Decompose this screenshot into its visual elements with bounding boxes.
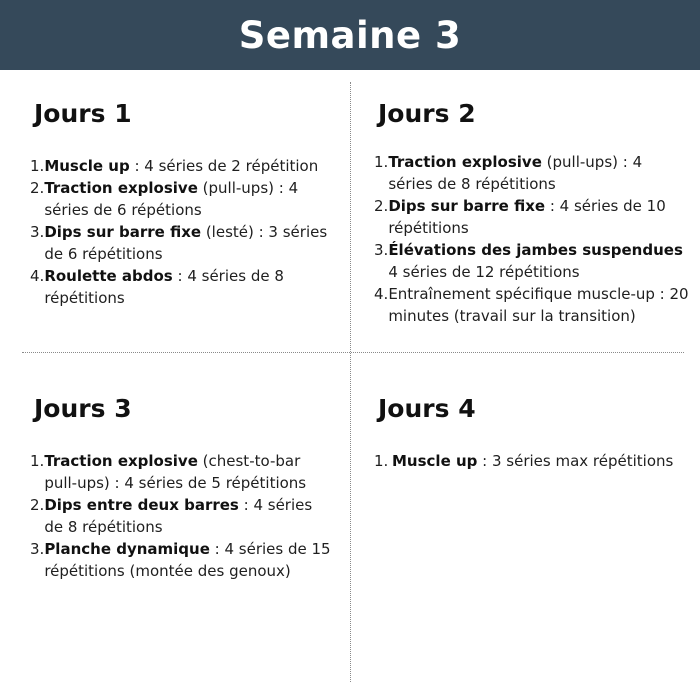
exercise-name: Traction explosive: [44, 452, 198, 470]
exercise-name: Élévations des jambes suspendues: [388, 241, 683, 259]
exercise-number: 2.: [374, 197, 389, 215]
exercise-item: [30, 538, 335, 582]
exercise-item: [374, 239, 689, 283]
exercise-number: 4.: [374, 285, 389, 303]
exercise-list: [30, 155, 330, 309]
exercise-item: [30, 177, 330, 221]
day-title: Jours 3: [34, 394, 132, 423]
exercise-name: Traction explosive: [44, 179, 198, 197]
horizontal-divider: [22, 352, 684, 353]
page-title: Semaine 3: [238, 13, 462, 57]
exercise-item: [374, 151, 689, 195]
exercise-text: [44, 494, 335, 538]
exercise-text: [388, 239, 689, 283]
exercise-detail: : 4 séries de 2 répétition: [129, 157, 319, 175]
panel-day-1: [30, 97, 330, 309]
header-banner: [0, 0, 700, 70]
exercise-text: [44, 450, 335, 494]
exercise-number: 1.: [30, 452, 45, 470]
exercise-name: Dips sur barre fixe: [44, 223, 202, 241]
exercise-text: [388, 151, 689, 195]
day-title: Jours 4: [378, 394, 476, 423]
exercise-detail: : 4 séries de 8 répétitions: [44, 496, 313, 536]
exercise-item: [30, 265, 330, 309]
panel-day-4: [374, 392, 689, 472]
exercise-text: [392, 450, 689, 472]
exercise-detail: : 4 séries de 10 répétitions: [388, 197, 666, 237]
exercise-name: Muscle up: [392, 452, 478, 470]
exercise-detail: (pull-ups) : 4 séries de 8 répétitions: [388, 153, 643, 193]
vertical-divider: [350, 82, 351, 682]
exercise-number: 1.: [374, 452, 389, 470]
exercise-item: [374, 450, 689, 472]
exercise-text: [44, 538, 335, 582]
exercise-detail: : 4 séries de 8 répétitions: [44, 267, 284, 307]
exercise-item: [374, 195, 689, 239]
exercise-number: 3.: [30, 540, 45, 558]
day-title: Jours 1: [34, 99, 132, 128]
exercise-name: Dips sur barre fixe: [388, 197, 546, 215]
exercise-name: Traction explosive: [388, 153, 542, 171]
exercise-name: Roulette abdos: [44, 267, 173, 285]
exercise-number: 2.: [30, 179, 45, 197]
exercise-text: [44, 177, 330, 221]
exercise-name: Dips entre deux barres: [44, 496, 239, 514]
exercise-item: [30, 450, 335, 494]
exercise-name: Planche dynamique: [44, 540, 210, 558]
exercise-detail: (lesté) : 3 séries de 6 répétitions: [44, 223, 328, 263]
day-title: Jours 2: [378, 99, 476, 128]
exercise-number: 2.: [30, 496, 45, 514]
exercise-item: [30, 155, 330, 177]
exercise-number: 1.: [30, 157, 45, 175]
exercise-detail: 4 séries de 12 répétitions: [388, 263, 580, 281]
exercise-item: [30, 494, 335, 538]
panel-day-2: [374, 97, 689, 327]
exercise-list: [30, 450, 335, 582]
exercise-text: [44, 155, 330, 177]
exercise-item: [374, 283, 689, 327]
exercise-text: [388, 283, 689, 327]
exercise-list: [374, 151, 689, 327]
exercise-list: [374, 450, 689, 472]
exercise-number: 3.: [30, 223, 45, 241]
exercise-number: 3.: [374, 241, 389, 259]
exercise-name: Muscle up: [44, 157, 130, 175]
exercise-detail: (pull-ups) : 4 séries de 6 répétions: [44, 179, 299, 219]
exercise-text: [388, 195, 689, 239]
exercise-item: [30, 221, 330, 265]
exercise-detail: : 3 séries max répétitions: [477, 452, 674, 470]
exercise-number: 1.: [374, 153, 389, 171]
exercise-detail: : 4 séries de 15 répétitions (montée des genoux): [44, 540, 331, 580]
exercise-number: 4.: [30, 267, 45, 285]
exercise-detail: (chest-to-bar pull-ups) : 4 séries de 5 répétitions: [44, 452, 307, 492]
exercise-text: [44, 221, 330, 265]
exercise-detail: Entraînement spécifique muscle-up : 20 minutes (travail sur la transition): [388, 285, 689, 325]
exercise-text: [44, 265, 330, 309]
panel-day-3: [30, 392, 335, 582]
